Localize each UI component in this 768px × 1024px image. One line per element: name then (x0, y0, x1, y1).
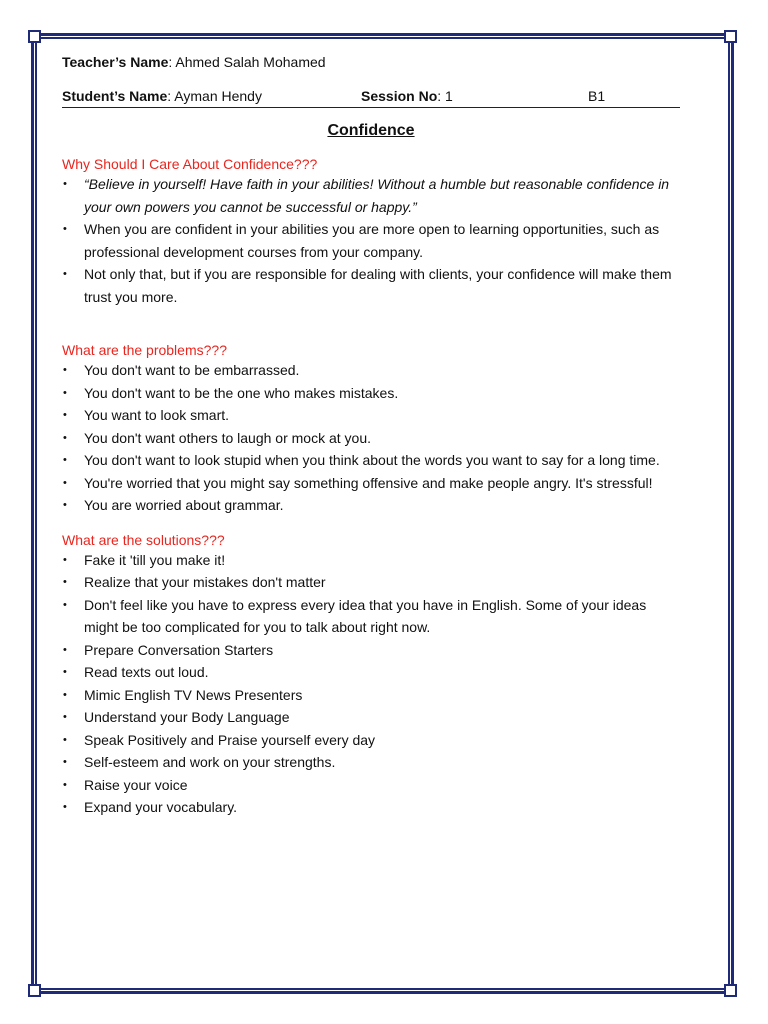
list-item (62, 427, 680, 450)
page-title: Confidence (327, 122, 415, 139)
list-item-text: You don't want to be embarrassed. (84, 362, 300, 378)
list-item-text: You don't want to look stupid when you think about the words you want to say for a long time. (84, 452, 660, 468)
bullet-icon: • (63, 643, 67, 656)
list-item (62, 494, 680, 517)
bullet-icon: • (63, 476, 67, 489)
list-item (62, 639, 680, 662)
worksheet-content (62, 52, 680, 819)
list-item-text: You want to look smart. (84, 407, 230, 423)
border-corner-ornament (28, 984, 41, 997)
list-item (62, 404, 680, 427)
bullet-icon: • (63, 553, 67, 566)
bullet-icon: • (63, 223, 67, 235)
bullet-icon: • (63, 666, 67, 678)
bullet-icon: • (63, 778, 67, 791)
list-item-text: Understand your Body Language (84, 709, 290, 725)
level-badge: B1 (588, 88, 606, 104)
list-item (62, 571, 680, 594)
list-item (62, 472, 680, 495)
list-item-text: You don't want others to laugh or mock at you. (84, 429, 371, 446)
list-item-text: Read texts out loud. (84, 664, 209, 680)
list-solutions (62, 549, 680, 819)
list-item (62, 684, 680, 707)
section-heading-solutions: What are the solutions??? (62, 531, 225, 548)
list-item (62, 218, 680, 263)
list-item-text: Mimic English TV News Presenters (84, 686, 303, 703)
section-heading-why-care: Why Should I Care About Confidence??? (62, 156, 318, 172)
list-item (62, 594, 680, 639)
border-corner-ornament (724, 984, 737, 997)
list-item-text: You're worried that you might say something offensive and make people angry. It's stressful! (84, 474, 653, 491)
border-corner-ornament (28, 30, 41, 43)
bullet-icon: • (63, 178, 67, 190)
list-item (62, 173, 680, 218)
list-item (62, 796, 680, 819)
list-item-text: “Believe in yourself! Have faith in your abilities! Without a humble but reasonable confidence in your own powers you cannot be successful or happy.” (84, 176, 670, 215)
bullet-icon: • (63, 711, 67, 723)
teacher-label: Teacher’s Name (62, 54, 169, 70)
bullet-icon: • (63, 409, 67, 421)
bullet-icon: • (63, 688, 67, 701)
session-field (361, 86, 453, 106)
list-item-text: Don't feel like you have to express every idea that you have in English. Some of your ideas might be too complicated for you to talk about right now. (84, 596, 647, 635)
bullet-icon: • (63, 431, 67, 444)
list-item-text: You are worried about grammar. (84, 497, 284, 513)
list-item (62, 774, 680, 797)
bullet-icon: • (63, 756, 67, 768)
student-line (62, 86, 680, 108)
list-item (62, 751, 680, 774)
list-item (62, 359, 680, 382)
bullet-icon: • (63, 733, 67, 746)
student-field (62, 86, 262, 106)
list-item-text: Self-esteem and work on your strengths. (84, 754, 336, 770)
list-item (62, 382, 680, 405)
student-label: Student’s Name (62, 88, 168, 104)
teacher-name: : Ahmed Salah Mohamed (168, 54, 326, 70)
list-item (62, 661, 680, 684)
list-item (62, 729, 680, 752)
list-item-text: When you are confident in your abilities you are more open to learning opportunities, such as professional development courses from your company. (84, 221, 660, 260)
bullet-icon: • (63, 386, 67, 399)
teacher-line (62, 52, 680, 72)
bullet-icon: • (63, 801, 67, 813)
list-item (62, 263, 680, 308)
list-item-text: Prepare Conversation Starters (84, 641, 274, 658)
list-why-care (62, 173, 680, 308)
list-item-text: Speak Positively and Praise yourself every day (84, 731, 376, 748)
bullet-icon: • (63, 499, 67, 511)
list-item-text: You don't want to be the one who makes mistakes. (84, 384, 399, 401)
bullet-icon: • (63, 454, 67, 466)
bullet-icon: • (63, 576, 67, 588)
session-label: Session No (361, 88, 438, 104)
bullet-icon: • (63, 598, 67, 611)
session-number: : 1 (437, 88, 453, 104)
section-heading-problems: What are the problems??? (62, 342, 227, 358)
list-item (62, 706, 680, 729)
list-item-text: Expand your vocabulary. (84, 799, 238, 815)
list-item-text: Realize that your mistakes don't matter (84, 574, 326, 590)
list-problems (62, 359, 680, 517)
list-item-text: Raise your voice (84, 776, 188, 793)
list-item-text: Fake it 'till you make it! (84, 551, 226, 568)
border-corner-ornament (724, 30, 737, 43)
bullet-icon: • (63, 268, 67, 280)
list-item-text: Not only that, but if you are responsible for dealing with clients, your confidence will make them trust you more. (84, 266, 672, 305)
list-item (62, 549, 680, 572)
student-name: : Ayman Hendy (167, 88, 262, 104)
bullet-icon: • (63, 364, 67, 376)
list-item (62, 449, 680, 472)
